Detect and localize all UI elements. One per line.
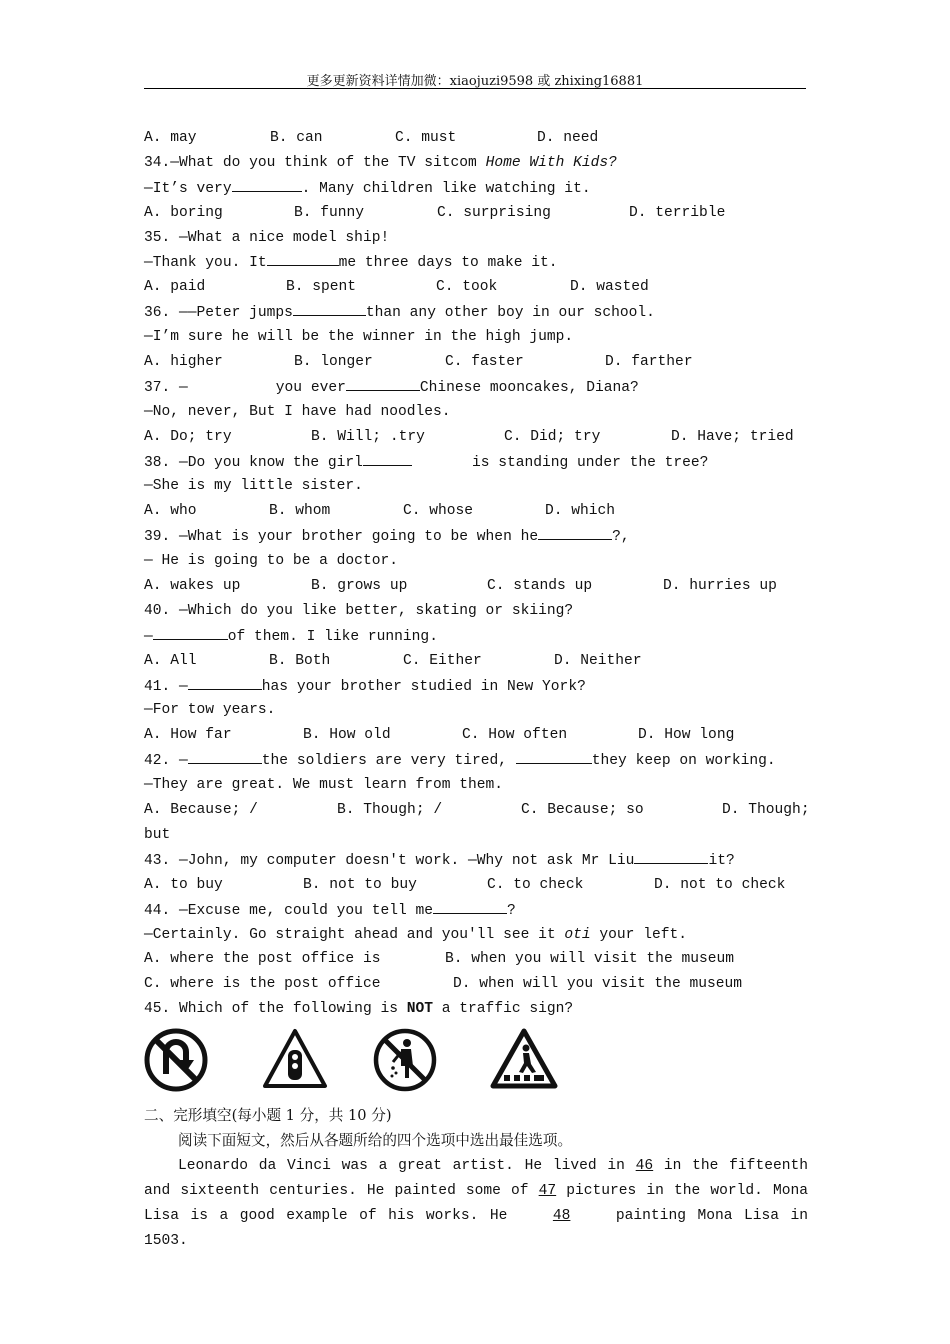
stem-text: 38. —Do you know the girl (144, 454, 363, 471)
q44-reply (144, 923, 808, 948)
reply-text: —It’s very (144, 180, 232, 197)
option-a: A. wakes up (144, 578, 241, 595)
q40-options (144, 649, 808, 674)
option-c: C. whose (403, 503, 474, 520)
reply-italic: oti (564, 926, 591, 943)
stem-text: 39. —What is your brother going to be when he (144, 529, 539, 546)
stem-text: 37. — (144, 379, 188, 396)
option-b: B. whom (269, 503, 331, 520)
q38-reply: —She is my little sister. (144, 478, 363, 495)
option-c: C. where is the post office (144, 976, 381, 993)
stem-text: 44. —Excuse me, could you tell me (144, 902, 434, 919)
option-b: B. not to buy (303, 876, 417, 893)
q43-options (144, 873, 808, 898)
passage-text-3: pictures in the world. Mona Lisa is a good example of his works. He (144, 1182, 809, 1224)
stem-text: 45. Which of the following is (144, 1001, 407, 1018)
option-a: A. higher (144, 354, 223, 371)
q42-reply: —They are great. We must learn from them. (144, 777, 504, 794)
answer-blank (634, 848, 708, 864)
option-a: A. may (144, 130, 197, 146)
q42-options-wrap: but (144, 826, 171, 843)
answer-blank (538, 524, 612, 540)
q37-options (144, 425, 808, 450)
stem-text: 34.—What do you think of the TV sitcom (144, 154, 486, 171)
option-b: B. when you will visit the museum (445, 951, 735, 968)
stem-text-end: ?, (612, 529, 630, 546)
stem-text: 36. ——Peter jumps (144, 305, 293, 322)
option-d: D. hurries up (663, 578, 777, 595)
reply-text: —Certainly. Go straight ahead and you'll see it (144, 926, 565, 943)
option-c: C. faster (445, 354, 524, 371)
option-d: D. when will you visit the museum (453, 976, 743, 993)
q35-reply (144, 250, 808, 275)
page-header: 更多更新资料详情加微：xiaojuzi9598 或 zhixing16881 (144, 70, 806, 89)
q41-options (144, 723, 808, 748)
reply-text: — (144, 628, 153, 645)
q34-stem (144, 151, 808, 176)
reply-text-end: your left. (590, 926, 687, 943)
traffic-light-warning-sign-icon (262, 1028, 328, 1090)
option-c: C. How often (462, 727, 568, 744)
stem-text-end: has your brother studied in New York? (261, 678, 586, 695)
q42-stem (144, 748, 808, 773)
reply-text-end: me three days to make it. (338, 255, 558, 272)
q38-options (144, 499, 808, 524)
stem-text-end: it? (708, 852, 735, 869)
option-a: A. boring (144, 204, 223, 221)
blank-47: 47 (538, 1182, 557, 1199)
option-a: A. to buy (144, 876, 223, 893)
q37-reply: —No, never, But I have had noodles. (144, 403, 451, 420)
option-a: A. All (144, 652, 197, 669)
option-a: A. who (144, 503, 197, 520)
option-a: A. where the post office is (144, 951, 381, 968)
answer-blank (346, 375, 420, 391)
option-a: A. Because; / (144, 802, 258, 819)
option-d: D. Neither (554, 652, 642, 669)
option-a: A. Do; try (144, 428, 232, 445)
answer-blank-2 (516, 748, 592, 764)
q37-stem (144, 375, 808, 400)
answer-blank (267, 250, 339, 266)
option-c: C. to check (487, 876, 584, 893)
no-u-turn-sign-icon (144, 1028, 208, 1092)
q36-stem (144, 300, 808, 325)
sitcom-title: Home With Kids? (485, 154, 617, 171)
q34-options (144, 201, 808, 226)
section-title: 二、完形填空(每小题 1 分，共 10 分) (144, 1107, 392, 1125)
option-d: D. which (545, 503, 616, 520)
stem-text-mid: you ever (275, 379, 346, 396)
q41-reply: —For tow years. (144, 702, 276, 719)
option-d: D. need (537, 130, 599, 146)
pedestrian-crossing-sign-icon (490, 1028, 558, 1090)
reply-text-end: . Many children like watching it. (301, 180, 591, 197)
option-c: C. surprising (437, 204, 551, 221)
exam-content (144, 126, 808, 1253)
option-d: D. farther (605, 354, 693, 371)
option-d: D. wasted (570, 279, 649, 296)
option-b: B. funny (294, 204, 365, 221)
q33-options (144, 126, 808, 151)
no-littering-sign-icon (371, 1028, 439, 1092)
answer-blank (232, 176, 302, 192)
option-b: B. spent (286, 279, 357, 296)
option-c: C. Either (403, 652, 482, 669)
option-c: C. Because; so (521, 802, 644, 819)
q35-stem: 35. —What a nice model ship! (144, 229, 390, 246)
q39-reply: — He is going to be a doctor. (144, 553, 398, 570)
option-c: C. Did; try (504, 428, 601, 445)
q44-stem (144, 898, 808, 923)
option-d: D. Though; (722, 802, 810, 819)
section-instruction: 阅读下面短文，然后从各题所给的四个选项中选出最佳选项。 (178, 1131, 573, 1149)
option-b: B. How old (303, 727, 391, 744)
blank-48: 48 (552, 1207, 571, 1224)
stem-text: 42. — (144, 753, 188, 770)
q36-options (144, 350, 808, 375)
option-b: B. Both (269, 652, 331, 669)
stem-text-end: they keep on working. (591, 753, 776, 770)
answer-blank (188, 674, 262, 690)
answer-blank (363, 450, 412, 466)
passage-text-4: painting Mona Lisa in 1503. (144, 1207, 808, 1249)
blank-46: 46 (635, 1157, 654, 1174)
passage-text-1: Leonardo da Vinci was a great artist. He lived in (178, 1157, 636, 1174)
stem-text-mid: the soldiers are very tired, (261, 753, 516, 770)
stem-text: 41. — (144, 678, 188, 695)
stem-text-end: Chinese mooncakes, Diana? (419, 379, 639, 396)
answer-blank (188, 748, 262, 764)
option-c: C. took (436, 279, 498, 296)
answer-blank (293, 300, 366, 316)
q39-stem (144, 524, 808, 549)
q44-options-ab (144, 947, 808, 972)
option-c: C. stands up (487, 578, 593, 595)
stem-text-end: a traffic sign? (433, 1001, 574, 1018)
q38-stem (144, 450, 808, 475)
option-c: C. must (395, 130, 457, 146)
option-a: A. How far (144, 727, 232, 744)
option-b: B. can (270, 130, 323, 146)
traffic-sign-options (144, 1022, 808, 1104)
q42-options (144, 798, 808, 823)
q34-reply (144, 176, 808, 201)
q45-stem (144, 997, 808, 1022)
q39-options (144, 574, 808, 599)
passage-text-2: in the fifteenth and sixteenth centuries. He painted some of (144, 1157, 808, 1199)
option-b: B. Will; .try (311, 428, 425, 445)
option-d: D. How long (638, 727, 735, 744)
option-d: D. terrible (629, 204, 726, 221)
option-b: B. longer (294, 354, 373, 371)
answer-blank (153, 624, 228, 640)
q35-options (144, 275, 808, 300)
answer-blank (433, 898, 507, 914)
option-b: B. Though; / (337, 802, 443, 819)
option-a: A. paid (144, 279, 206, 296)
option-d: D. Have; tried (671, 428, 794, 445)
q40-stem: 40. —Which do you like better, skating or skiing? (144, 602, 574, 619)
cloze-passage (144, 1154, 808, 1254)
q43-stem (144, 848, 808, 873)
stem-bold: NOT (406, 1001, 434, 1018)
reply-text: —Thank you. It (144, 255, 267, 272)
stem-text-end: than any other boy in our school. (365, 305, 655, 322)
stem-text: 43. —John, my computer doesn't work. —Why not ask Mr Liu (144, 852, 635, 869)
option-b: B. grows up (311, 578, 408, 595)
reply-text-end: of them. I like running. (227, 628, 438, 645)
stem-text-end: ? (507, 902, 516, 919)
q44-options-cd (144, 972, 808, 997)
q36-reply: —I’m sure he will be the winner in the high jump. (144, 329, 574, 346)
q41-stem (144, 674, 808, 699)
q40-reply (144, 624, 808, 649)
option-d: D. not to check (654, 876, 786, 893)
stem-text-end: is standing under the tree? (471, 454, 709, 471)
